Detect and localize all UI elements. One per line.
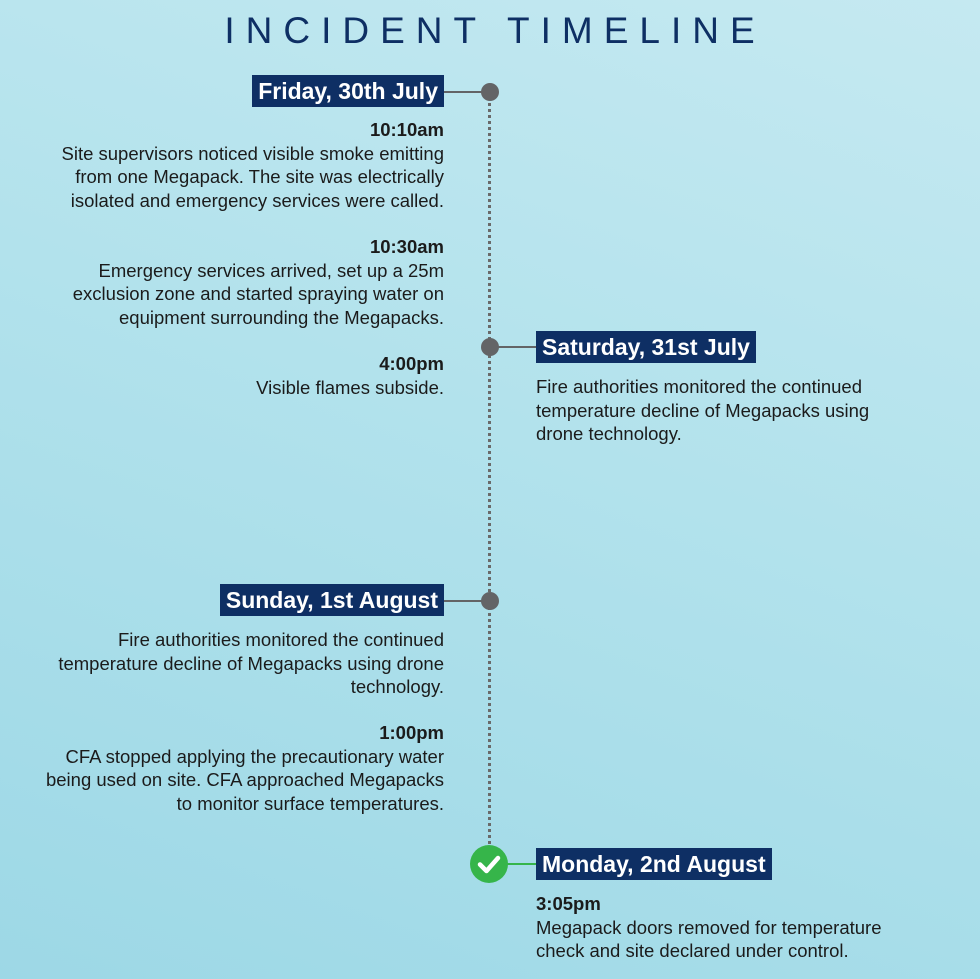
- day-label-sunday: Sunday, 1st August: [220, 584, 444, 616]
- entry-saturday-monitor: [536, 375, 896, 446]
- entry-friday-400: [44, 352, 444, 399]
- connector-monday: [507, 863, 538, 865]
- entry-time: 10:10am: [369, 119, 444, 140]
- page-title: INCIDENT TIMELINE: [224, 10, 766, 51]
- entry-text: Megapack doors removed for temperature check and site declared under control.: [536, 916, 882, 961]
- day-label-saturday: Saturday, 31st July: [536, 331, 756, 363]
- timeline-spine: [488, 92, 491, 862]
- entry-text: Site supervisors noticed visible smoke emitting from one Megapack. The site was electrically isolated and emergency services were called.: [61, 142, 444, 211]
- entry-time: 3:05pm: [536, 893, 601, 914]
- entry-text: Fire authorities monitored the continued temperature decline of Megapacks using drone technology.: [58, 629, 444, 697]
- entry-text: Fire authorities monitored the continued temperature decline of Megapacks using drone technology.: [536, 376, 870, 444]
- entry-time: 10:30am: [369, 236, 444, 257]
- entry-sunday-100: [44, 721, 444, 815]
- entry-sunday-monitor: [24, 628, 444, 699]
- entry-time: 1:00pm: [379, 722, 444, 743]
- day-label-friday: Friday, 30th July: [252, 75, 444, 107]
- entry-monday-305: [536, 892, 906, 963]
- entry-text: Emergency services arrived, set up a 25m exclusion zone and started spraying water on equipment surrounding the Megapacks.: [72, 259, 444, 328]
- connector-saturday: [496, 346, 538, 348]
- entry-time: 4:00pm: [379, 353, 444, 374]
- entry-text: Visible flames subside.: [256, 376, 444, 398]
- entry-text: CFA stopped applying the precautionary water being used on site. CFA approached Megapacks to monitor surface temperatures.: [45, 745, 444, 814]
- connector-sunday: [444, 600, 484, 602]
- day-label-monday: Monday, 2nd August: [536, 848, 772, 880]
- entry-friday-1010: [34, 118, 444, 212]
- connector-friday: [444, 91, 484, 93]
- entry-friday-1030: [44, 235, 444, 329]
- check-icon: [470, 845, 508, 883]
